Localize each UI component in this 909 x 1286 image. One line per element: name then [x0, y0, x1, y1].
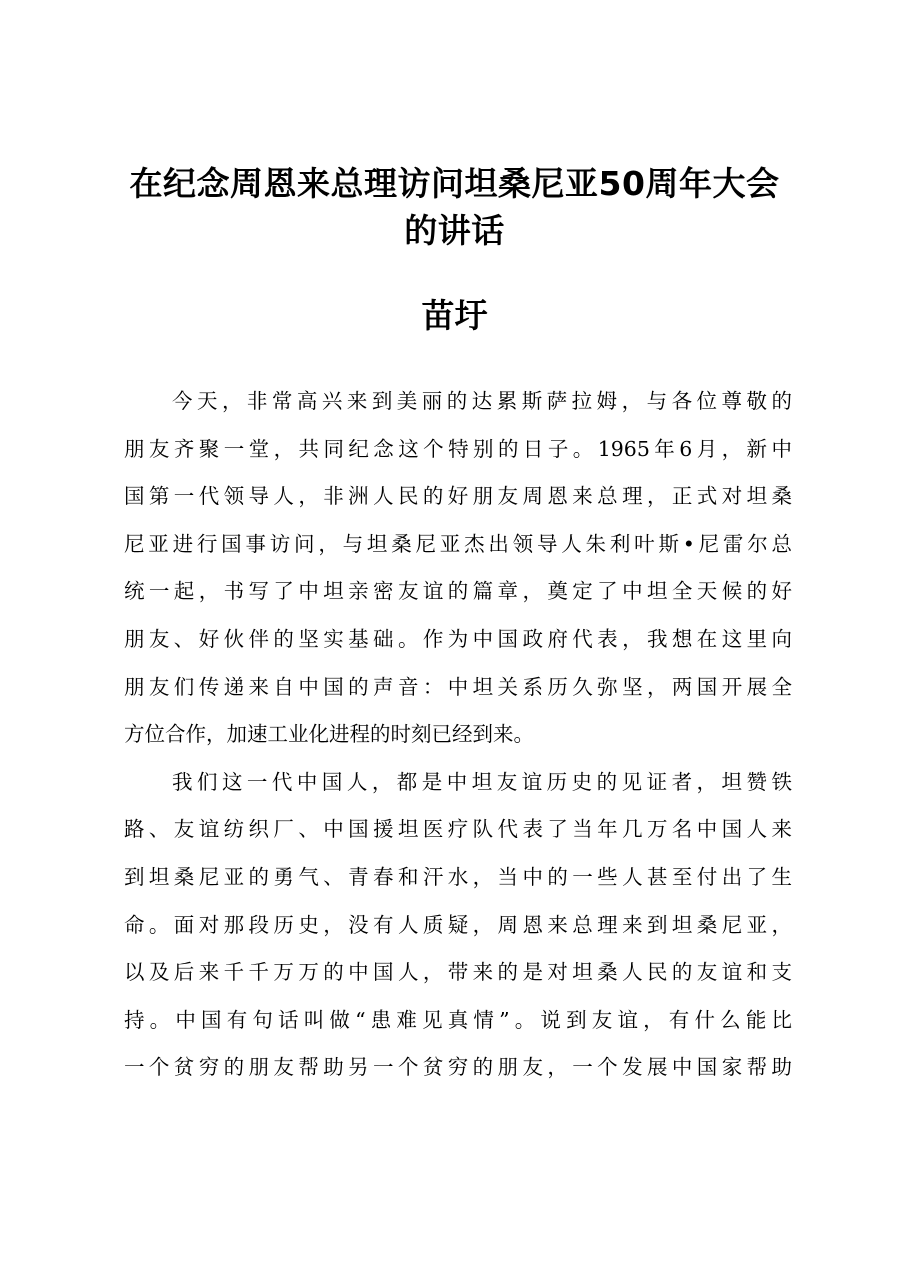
- text-line: 路、友谊纺织厂、中国援坦医疗队代表了当年几万名中国人来: [124, 817, 792, 842]
- title-line-1: 在纪念周恩来总理访问坦桑尼亚50周年大会: [129, 164, 780, 203]
- body-text: [124, 378, 792, 1092]
- paragraph: [124, 759, 792, 1092]
- text-line: 一个贫穷的朋友帮助另一个贫穷的朋友，一个发展中国家帮助: [124, 1055, 792, 1080]
- text-line: 以及后来千千万万的中国人，带来的是对坦桑人民的友谊和支: [124, 960, 792, 985]
- document-title: [100, 160, 809, 254]
- text-line: 今天，非常高兴来到美丽的达累斯萨拉姆，与各位尊敬的: [172, 389, 792, 413]
- title-line-2: 的讲话: [404, 211, 505, 250]
- text-line: 持。中国有句话叫做“患难见真情”。说到友谊，有什么能比: [124, 1007, 792, 1032]
- text-line: 到坦桑尼亚的勇气、青春和汗水，当中的一些人甚至付出了生: [124, 864, 792, 889]
- text-line: 尼亚进行国事访问，与坦桑尼亚杰出领导人朱利叶斯•尼雷尔总: [124, 531, 792, 556]
- text-line: 方位合作，加速工业化进程的时刻已经到来。: [124, 722, 534, 747]
- text-line: 统一起，书写了中坦亲密友谊的篇章，奠定了中坦全天候的好: [124, 579, 792, 604]
- paragraph: [124, 378, 792, 759]
- text-line: 朋友齐聚一堂，共同纪念这个特别的日子。1965年6月，新中: [124, 436, 792, 461]
- text-line: 国第一代领导人，非洲人民的好朋友周恩来总理，正式对坦桑: [124, 484, 792, 509]
- text-line: 朋友、好伙伴的坚实基础。作为中国政府代表，我想在这里向: [124, 626, 792, 651]
- text-line: 我们这一代中国人，都是中坦友谊历史的见证者，坦赞铁: [172, 769, 792, 794]
- text-line: 朋友们传递来自中国的声音：中坦关系历久弥坚，两国开展全: [124, 674, 792, 699]
- text-line: 命。面对那段历史，没有人质疑，周恩来总理来到坦桑尼亚，: [124, 912, 792, 937]
- author-name: 苗圩: [421, 296, 488, 335]
